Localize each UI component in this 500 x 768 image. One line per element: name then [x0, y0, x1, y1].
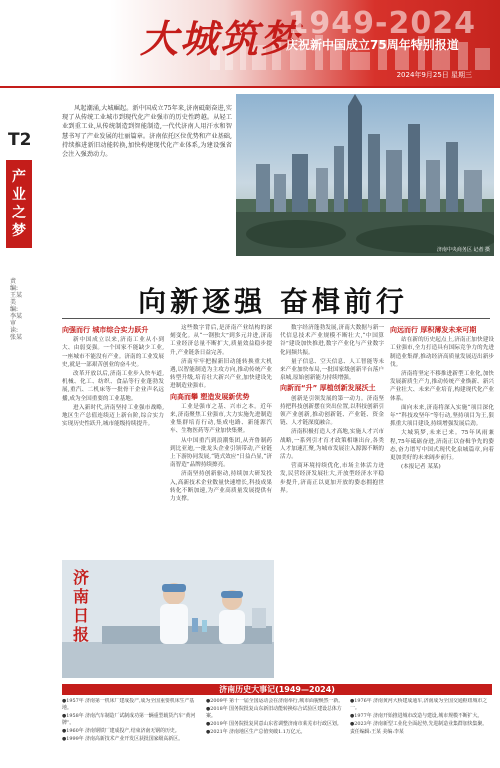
laboratory-photo: [62, 560, 274, 678]
body-paragraph: 进入新时代,济南坚持工业强市战略,地区生产总值连续迈上新台阶,综合实力实现历史性跃升,城市能级持续提升。: [62, 404, 164, 428]
body-paragraph: 济南牢牢把握新旧动能转换重大机遇,以智能制造为主攻方向,推动传统产业转型升级,培育壮大新兴产业,加快建设先进制造业强市。: [170, 358, 272, 390]
history-entry: ●2023年 济南新型工业化全面起势,先进制造业集群加快集聚。: [350, 720, 488, 727]
header-divider: [0, 86, 500, 88]
main-headline: 向新逐强 奋楫前行: [138, 285, 408, 318]
masthead-banner: [0, 0, 500, 88]
history-entry: ●2018年 国务院批复山东新旧动能转换综合试验区建设总体方案。: [206, 705, 342, 719]
section-heading: 向高而攀 塑造发展新优势: [170, 392, 250, 401]
issue-date: 2024年9月25日 星期三: [396, 71, 472, 79]
section-heading: 向新而“升” 厚植创新发展沃土: [280, 384, 376, 393]
editor-credits: 责编:王某 美编:李某 审读:张某: [10, 278, 23, 341]
history-entry: ●2021年 济南地区生产总值突破1.1万亿元。: [206, 728, 306, 735]
column-tag: 产业之梦: [6, 160, 32, 248]
body-paragraph: 面向未来,济南将深入实施“项目深化年”“科技攻坚年”等行动,坚持项目为王,狠抓重大项目建设,持续增强发展后劲。: [390, 404, 494, 428]
body-paragraph: 从中国重汽到浪潮集团,从齐鲁制药到比亚迪,一批龙头企业引领带动,产业链上下游协同发展,“链式效应”日益凸显,“济南智造”品牌持续擦亮。: [170, 437, 272, 469]
headline-rule: [62, 318, 490, 319]
history-entry: ●2009年 第十一届全国运动会在济南举行,城市面貌焕然一新。: [206, 698, 344, 704]
body-paragraph: 营商环境持续优化,市场主体活力迸发,民营经济发展壮大,开放型经济水平稳步提升,济南正以更加开放的姿态拥抱世界。: [280, 463, 384, 494]
body-paragraph: 数字经济蓬勃发展,济南大数据与新一代信息技术产业规模不断壮大,“中国算谷”建设加快推进,数字产业化与产业数字化同频共振。: [280, 325, 384, 356]
intro-paragraph: 风起潮涌,大城崛起。新中国成立75年来,济南砥砺奋进,实现了从传统工业城市到现代化产业强市的历史性跨越。从轻工业到重工业,从传统制造到智能制造,一代代济南人用汗水和智慧书写了产业发展的壮丽篇章。济南依托区位优势和产业基础,持续推进新旧动能转换,加快构建现代化产业体系,为建设强省会注入强劲动力。: [62, 105, 232, 159]
article-column-1: [62, 324, 164, 560]
body-paragraph: 大城筑梦,未来已来。75年风雨兼程,75年砥砺奋进,济南正以奋楫争先的姿态,奋力谱写中国式现代化泉城篇章,向着更加美好的未来阔步前行。: [390, 430, 494, 462]
section-heading: 向强而行 城市综合实力跃升: [62, 326, 149, 334]
article-column-3: [280, 324, 384, 734]
body-paragraph: 济南坚持创新驱动,持续加大研发投入,高新技术企业数量快速增长,科技成果转化不断加速,为产业高质量发展提供有力支撑。: [170, 471, 272, 503]
body-paragraph: 创新是引领发展的第一动力。济南坚持把科技创新摆在突出位置,以科技创新引领产业创新,推动创新链、产业链、资金链、人才链深度融合。: [280, 395, 384, 427]
body-paragraph: 改革开放以后,济南工业步入快车道,机械、化工、纺织、食品等行业蓬勃发展,重汽、二机床等一批骨干企业声名远播,成为全国重要的工业基地。: [62, 371, 164, 402]
body-paragraph: 工业是强市之基、兴市之本。近年来,济南聚焦工业强市,大力实施先进制造业集群培育行动,集成电路、新能源汽车、生物医药等产业加快集聚。: [170, 403, 272, 435]
body-paragraph: 济南将坚定不移推进新型工业化,加快发展新质生产力,推动传统产业焕新、新兴产业壮大、未来产业培育,构建现代化产业体系。: [390, 371, 494, 402]
history-entry: ●1977年 济南开始推进城市改造与建设,城市规模不断扩大。: [350, 712, 483, 719]
anniversary-years: 1949-2024: [287, 6, 476, 41]
photo-caption: 济南中央商务区 记者 摄: [436, 247, 490, 253]
history-column-1: [62, 698, 202, 764]
history-entry: ●1957年 济南第一机床厂建成投产,成为全国重要机床生产基地。: [62, 698, 195, 711]
city-skyline-photo: [236, 94, 494, 256]
history-entry: ●1960年 济南钢铁厂建成投产,结束济南无钢的历史。: [62, 727, 180, 734]
skyline-illustration-icon: [236, 94, 494, 256]
byline: (本报记者 某某): [401, 464, 441, 471]
special-report-subtitle: 庆祝新中国成立75周年特别报道: [286, 38, 459, 52]
body-paragraph: 量子信息、空天信息、人工智能等未来产业加快布局,一批国家级创新平台落户泉城,原始创新能力持续增强。: [280, 358, 384, 382]
newspaper-logo: 济南日报: [72, 568, 89, 644]
history-entry: ●1999年 济南高新技术产业开发区获批国家级高新区。: [62, 735, 183, 742]
body-paragraph: 这些数字背后,是济南产业结构的深刻变化。从“一钢独大”到多元并进,济南工业经济总量不断扩大,质量效益稳步提升,产业链条日益完善。: [170, 325, 272, 356]
body-paragraph: 济南积极打造人才高地,实施人才兴市战略,一系列引才育才政策相继出台,各类人才加速汇聚,为城市发展注入源源不断的活力。: [280, 429, 384, 461]
history-column-3: [350, 698, 492, 764]
history-title: 济南历史大事记(1949—2024): [219, 685, 335, 694]
section-heading: 向远而行 厚积薄发未来可期: [390, 326, 477, 334]
body-paragraph: 站在新的历史起点上,济南正加快建设工业强市,全力打造具有国际竞争力的先进制造业集群,推动经济高质量发展迈出新步伐。: [390, 337, 494, 368]
history-entry: 责任编辑:王某 美编:李某: [350, 728, 404, 735]
page-number: T2: [8, 130, 32, 150]
history-column-2: [206, 698, 346, 764]
left-rail: [0, 88, 46, 588]
body-paragraph: 新中国成立以来,济南工业从小到大、由弱变强。一个国家不能缺少工业,一座城市不能没有产业。济南的工业发展史,就是一部艰苦创业的奋斗史。: [62, 337, 164, 368]
history-entry: ●1976年 济南黄河大桥建成通车,济南成为全国交通枢纽城市之一。: [350, 698, 488, 711]
special-report-title: 大城筑梦: [140, 16, 301, 61]
history-entry: ●2019年 国务院批复同意山东省调整济南市莱芜市行政区划。: [206, 720, 342, 727]
history-entry: ●1958年 济南汽车制造厂试制成功第一辆重型载货汽车“黄河牌”。: [62, 712, 196, 726]
article-column-4: [390, 324, 494, 734]
